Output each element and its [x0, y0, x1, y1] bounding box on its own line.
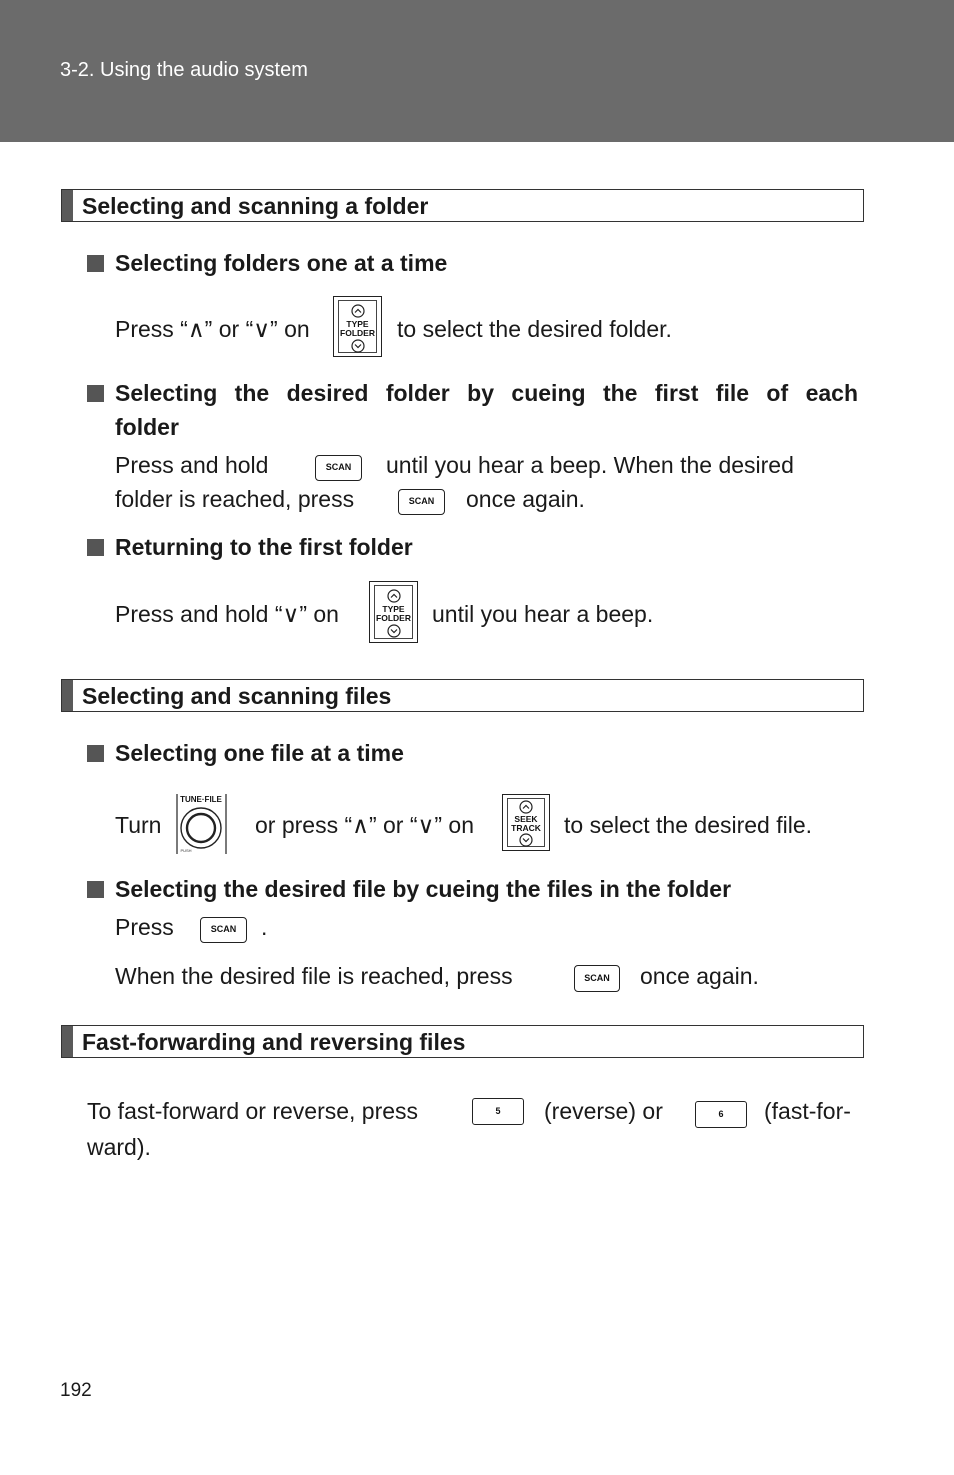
- scan-button-icon: SCAN: [315, 455, 362, 481]
- seek-track-button-icon: SEEK TRACK: [502, 794, 550, 851]
- subheading-folder-cue: Selecting the desired folder by cueing the first file of each folder: [87, 376, 858, 444]
- section-tab: [62, 680, 73, 711]
- section-title: Fast-forwarding and reversing files: [82, 1029, 466, 1055]
- square-bullet-icon: [87, 539, 104, 556]
- instruction-text: (fast-for-: [764, 1098, 851, 1124]
- section-tab: [62, 190, 73, 221]
- instruction-text: or press “∧” or “∨” on: [255, 812, 474, 838]
- instruction-text: Turn: [115, 812, 162, 838]
- instruction-text: folder is reached, press: [115, 486, 355, 512]
- subheading-file-one: Selecting one file at a time: [87, 736, 404, 770]
- scan-button-icon: SCAN: [574, 965, 620, 992]
- instruction-text: (reverse) or: [544, 1098, 663, 1124]
- preset-5-button-icon: 5: [472, 1098, 524, 1125]
- instruction-text: once again.: [466, 486, 585, 512]
- square-bullet-icon: [87, 745, 104, 762]
- subheading-file-cue: Selecting the desired file by cueing the files in the folder: [87, 872, 731, 906]
- section-title: Selecting and scanning files: [82, 683, 392, 709]
- instruction-text: ward).: [87, 1134, 151, 1160]
- section-files-header: [61, 679, 864, 712]
- svg-text:PUSH: PUSH: [180, 848, 192, 853]
- scan-button-icon: SCAN: [398, 489, 445, 515]
- instruction-text: to select the desired folder.: [397, 316, 672, 342]
- instruction-text: until you hear a beep. When the desired: [386, 452, 794, 478]
- square-bullet-icon: [87, 881, 104, 898]
- instruction-text: Press and hold “∨” on: [115, 601, 339, 627]
- instruction-text: Press and hold: [115, 452, 269, 478]
- type-folder-button-icon: TYPE FOLDER: [333, 296, 382, 357]
- section-folder-header: [61, 189, 864, 222]
- scan-button-icon: SCAN: [200, 917, 247, 943]
- preset-6-button-icon: 6: [695, 1101, 747, 1128]
- svg-text:TUNE·FILE: TUNE·FILE: [180, 795, 222, 804]
- instruction-text: Press: [115, 914, 174, 940]
- subheading-folder-one: Selecting folders one at a time: [87, 246, 447, 280]
- tune-file-knob-icon: [174, 792, 230, 856]
- instruction-text: until you hear a beep.: [432, 601, 654, 627]
- square-bullet-icon: [87, 385, 104, 402]
- subheading-folder-first: Returning to the first folder: [87, 530, 413, 564]
- section-ffrev-header: [61, 1025, 864, 1058]
- header-band: [0, 0, 954, 142]
- square-bullet-icon: [87, 255, 104, 272]
- chapter-title: 3-2. Using the audio system: [60, 59, 308, 81]
- section-title: Selecting and scanning a folder: [82, 193, 429, 219]
- instruction-text: .: [261, 914, 268, 940]
- instruction-text: Press “∧” or “∨” on: [115, 316, 310, 342]
- type-folder-button-icon: TYPE FOLDER: [369, 581, 418, 643]
- page-number: 192: [60, 1380, 92, 1401]
- instruction-text: once again.: [640, 963, 759, 989]
- instruction-text: to select the desired file.: [564, 812, 813, 838]
- instruction-text: To fast-forward or reverse, press: [87, 1098, 419, 1124]
- instruction-text: When the desired file is reached, press: [115, 963, 513, 989]
- section-tab: [62, 1026, 73, 1057]
